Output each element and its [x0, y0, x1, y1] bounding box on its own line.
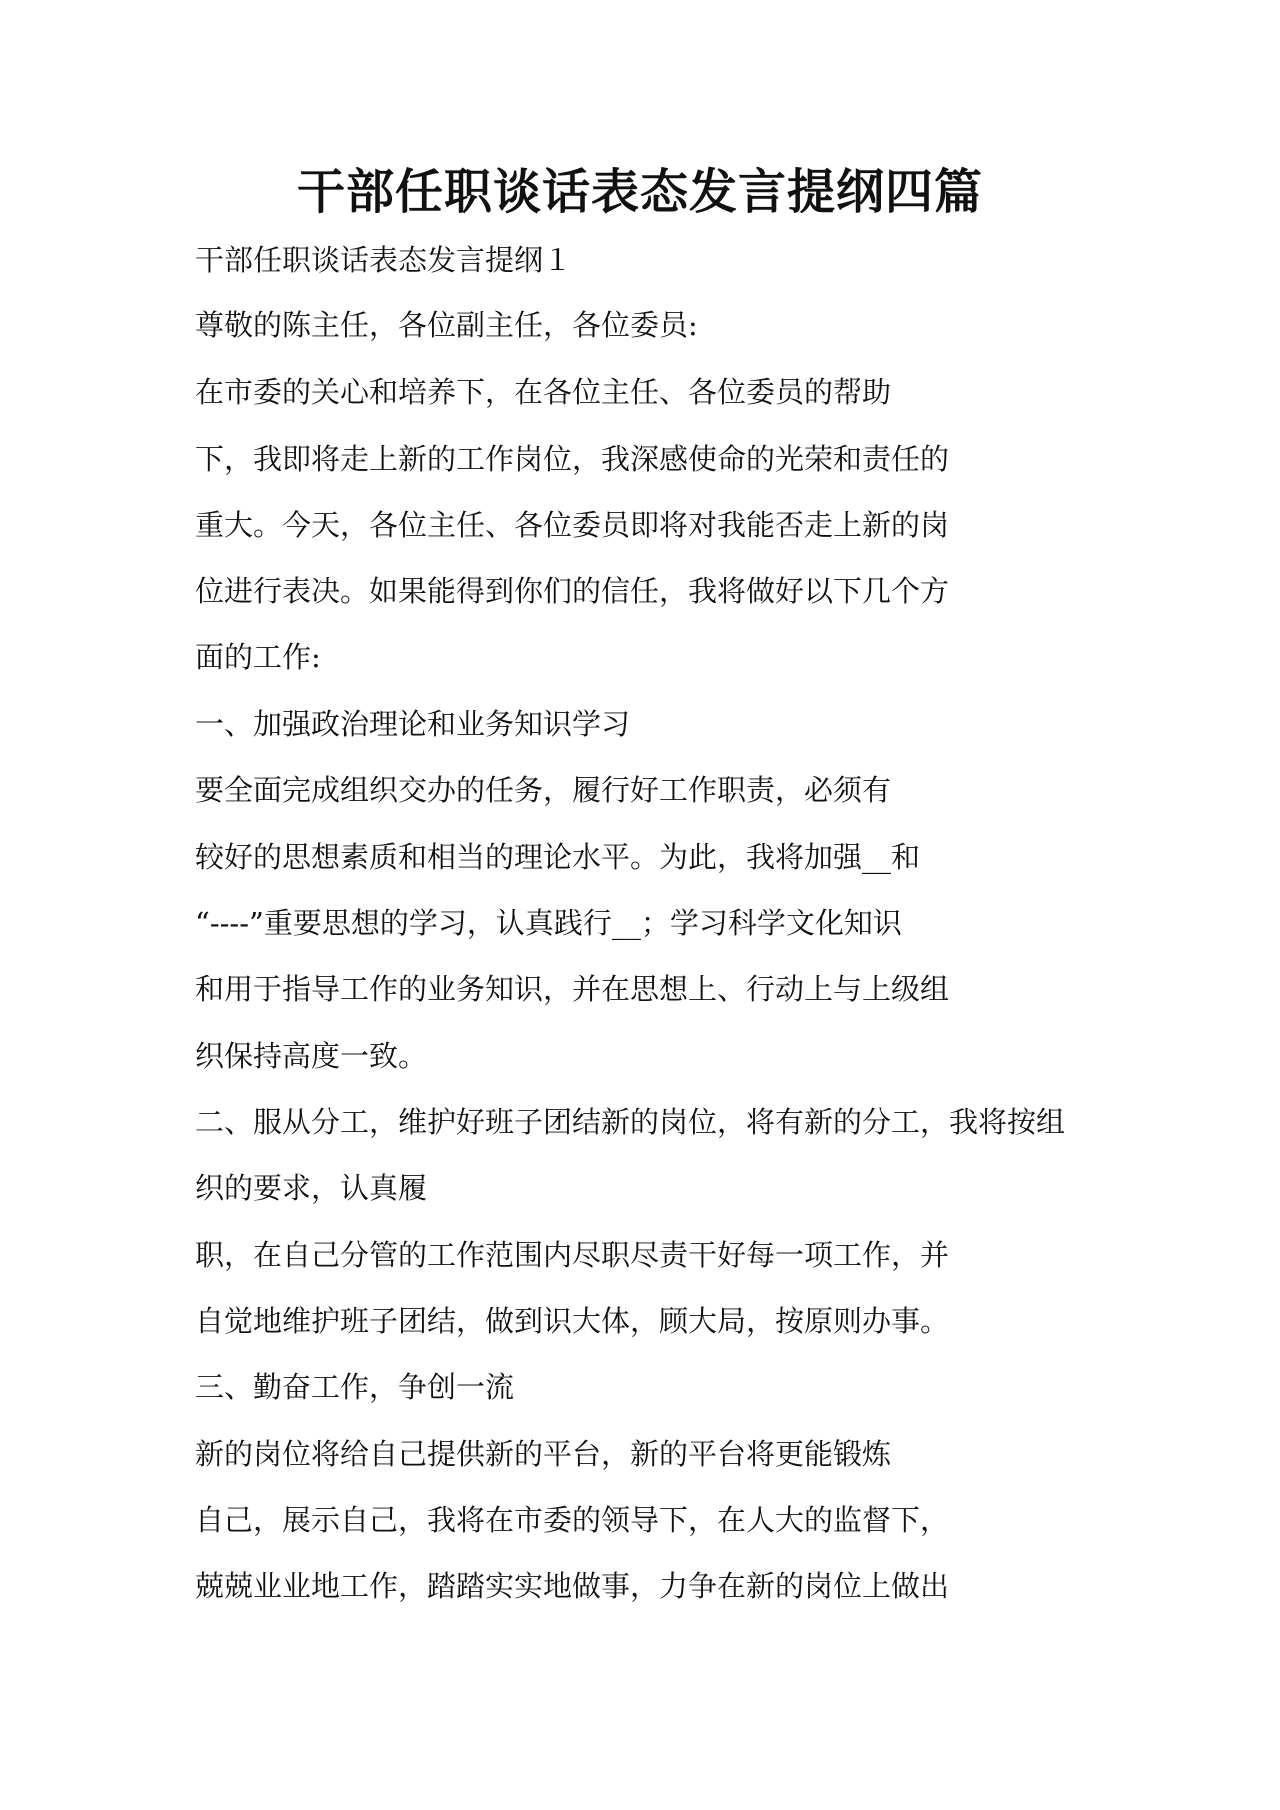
subheading: 三、勤奋工作，争创一流	[195, 1370, 515, 1404]
subheading: 一、加强政治理论和业务知识学习	[195, 707, 631, 741]
body-line: 自觉地维护班子团结，做到识大体，顾大局，按原则办事。	[195, 1304, 950, 1338]
section-heading: 干部任职谈话表态发言提纲１	[195, 243, 573, 277]
body-line: 面的工作:	[195, 640, 321, 674]
body-line: 兢兢业业地工作，踏踏实实地做事，力争在新的岗位上做出	[195, 1569, 950, 1603]
body-line: 自己，展示自己，我将在市委的领导下，在人大的监督下，	[195, 1503, 950, 1537]
body-line: 较好的思想素质和相当的理论水平。为此，我将加强__和	[195, 840, 921, 874]
body-line: 在市委的关心和培养下，在各位主任、各位委员的帮助	[195, 375, 892, 409]
body-line: 和用于指导工作的业务知识，并在思想上、行动上与上级组	[195, 972, 950, 1006]
body-line: 织的要求，认真履	[195, 1171, 428, 1205]
body-line: 新的岗位将给自己提供新的平台，新的平台将更能锻炼	[195, 1437, 892, 1471]
body-line: “----”重要思想的学习，认真践行__；学习科学文化知识	[195, 906, 902, 940]
salutation: 尊敬的陈主任，各位副主任，各位委员:	[195, 308, 698, 342]
body-line: 重大。今天，各位主任、各位委员即将对我能否走上新的岗	[195, 508, 950, 542]
subheading: 二、服从分工，维护好班子团结新的岗位，将有新的分工，我将按组	[195, 1105, 1066, 1139]
body-line: 织保持高度一致。	[195, 1039, 428, 1073]
document-title: 干部任职谈话表态发言提纲四篇	[296, 164, 983, 220]
body-line: 职，在自己分管的工作范围内尽职尽责干好每一项工作，并	[195, 1238, 950, 1272]
body-line: 下，我即将走上新的工作岗位，我深感使命的光荣和责任的	[195, 442, 950, 476]
body-line: 要全面完成组织交办的任务，履行好工作职责，必须有	[195, 773, 892, 807]
body-line: 位进行表决。如果能得到你们的信任，我将做好以下几个方	[195, 574, 950, 608]
